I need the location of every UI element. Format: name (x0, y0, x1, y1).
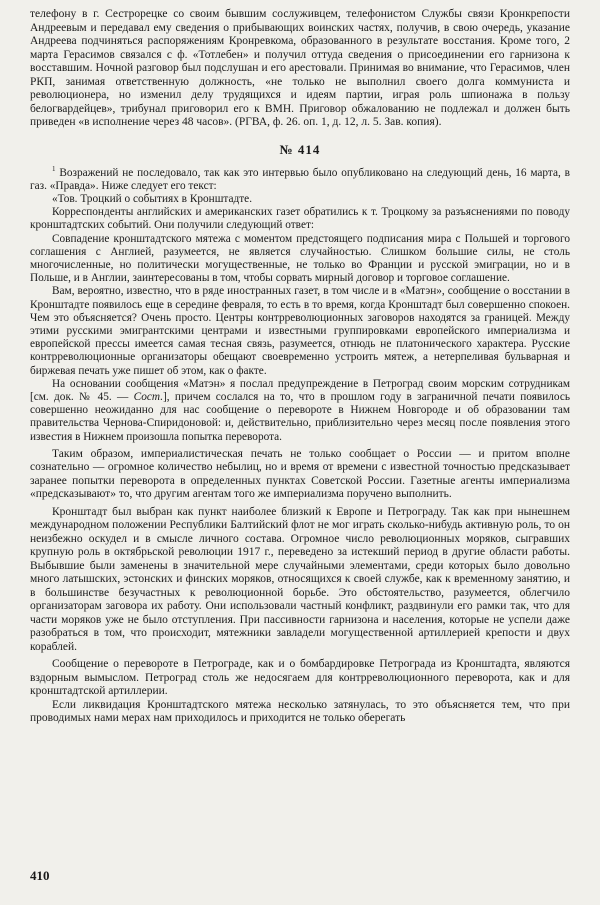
interview-text: На основании сообщения «Матэн» я послал предупреждение в Петроград своим морским сотрудникам [см. док. № 45. — (30, 377, 570, 403)
document-number-heading: № 414 (279, 141, 321, 157)
body-paragraph: Сообщение о перевороте в Петрограде, как и о бомбардировке Петрограда из Кронштадта, являются вздорным вымыслом. Петроград столь же недосягаем для контрреволюционного переворота, как и для кронштадтской артиллерии. (30, 658, 570, 698)
footnote-intro-text: Возражений не последовало, так как это интервью было опубликовано на следующий день, 16 марта, в газ. «Правда». Ниже следует его текст: (30, 166, 570, 192)
compiler-abbreviation: Сост. (133, 390, 164, 403)
interview-text: ], причем сослался на то, что в прошлом году в заграничной печати появилось совершенно неожиданно для нас сообщение о перевороте в Нижнем Новгороде и об образовании там правительства Чернова-Спиридоновой: и, действительно, приблизительно через месяц после появления этого известия в Нижнем произошла попытка переворота. (30, 390, 571, 443)
continued-paragraph: телефону в г. Сестрорецке со своим бывшим сослуживцем, телефонистом Службы связи Кронкрепости Андреевым и передавал ему сведения о прибывающих воинских частях, получив, в свою очередь, указание Андреева подчиняться распоряжениям Кронревкома, образованного в результате восстания. Кроме того, 2 марта Герасимов связался с ф. «Тотлебен» и получил оттуда сведения о присоединении его гарнизона к восставшим. Ночной разговор был подслушан и его арестовали. Принимая во внимание, что Герасимов, член РКП, занимая ответственную должность, «не только не выполнил своего долга коммуниста и революционера, но изменил делу трудящихся и идеям партии, играя роль шпионажа в пользу белогвардейцев», трибунал приговорил его к ВМН. Приговор обжалованию не подлежал и должен быть приведен «в исполнение через 48 часов». (РГВА, ф. 26. оп. 1, д. 12, л. 5. Зав. копия). (30, 8, 570, 128)
interview-paragraph: Вам, вероятно, известно, что в ряде иностранных газет, в том числе и в «Матэн», сообщение о восстании в Кронштадте появилось еще в середине февраля, то есть в то время, когда Кронштадт был совершенно спокоен. Чем это объясняется? Очень просто. Центры контрреволюционных заговоров находятся за границей. Между этими русскими эмигрантскими центрами и известными группировками европейского империализма и европейской прессы имеется самая тесная связь, разумеется, отнюдь не платонического характера. Русские контрреволюционные организаторы обещают своевременно устроить мятеж, а нетерпеливая бульварная и биржевая печать уже пишет об этом, как о факте. (30, 285, 570, 377)
body-paragraph: Если ликвидация Кронштадтского мятежа несколько затянулась, то это объясняется тем, что при проводимых нами мерах нам приходилось и приходится не только оберегать (30, 698, 570, 725)
interview-paragraph: Корреспонденты английских и американских газет обратились к т. Троцкому за разъяснениями по поводу кронштадтских событий. Они получили следующий ответ: (30, 206, 570, 232)
interview-paragraph: Совпадение кронштадтского мятежа с моментом предстоящего подписания мира с Польшей и торгового соглашения с Англией, разумеется, не является случайностью. Слишком большие силы, не столь многочисленные, но политически могущественные, не только во Франции и русской эмиграции, но и в Польше, и в Англии, заинтересованы в том, чтобы сорвать мирный договор и торговое соглашение. (30, 232, 570, 285)
body-paragraph: Кронштадт был выбран как пункт наиболее близкий к Европе и Петрограду. Так как при нынешнем международном положении Республики Балтийский флот не мог играть сколько-нибудь активную роль, то он неизбежно оскудел и в смысле личного состава. Огромное число революционных моряков, сыгравших крупную роль в октябрьской революции 1917 г., переведено за истекший период в другие области работы. Выбывшие были заменены в значительной мере случайными элементами, среди которых было довольно много латышских, эстонских и финских моряков, относящихся к своей службе, как к временному занятию, и в большинстве безучастных к революционной борьбе. Это обстоятельство, разумеется, облегчило организаторам заговора их работу. Они использовали частный конфликт, раздвинули его рамки так, что для части моряков уже не было отступления. При пассивности гарнизона и населения, которые не успели даже разобраться в том, что происходит, мятежники завладели могущественной артиллерией крепости и двух кораблей. (30, 505, 570, 653)
page-number: 410 (30, 868, 50, 883)
body-paragraph: Таким образом, империалистическая печать не только сообщает о России — и притом вполне сознательно — огромное количество небылиц, но и время от времени с известной точностью предсказывает заранее попытки переворота в определенных пунктах Советской России. Газетные агенты империализма «предсказывают» то, что другим агентам того же империализма поручено выполнить. (30, 447, 570, 501)
interview-paragraph (30, 378, 570, 444)
footnote-block (30, 164, 571, 444)
footnote-marker: 1 (52, 164, 56, 173)
footnote-intro (30, 164, 570, 193)
interview-title: «Тов. Троцкий о событиях в Кронштадте. (52, 192, 253, 205)
